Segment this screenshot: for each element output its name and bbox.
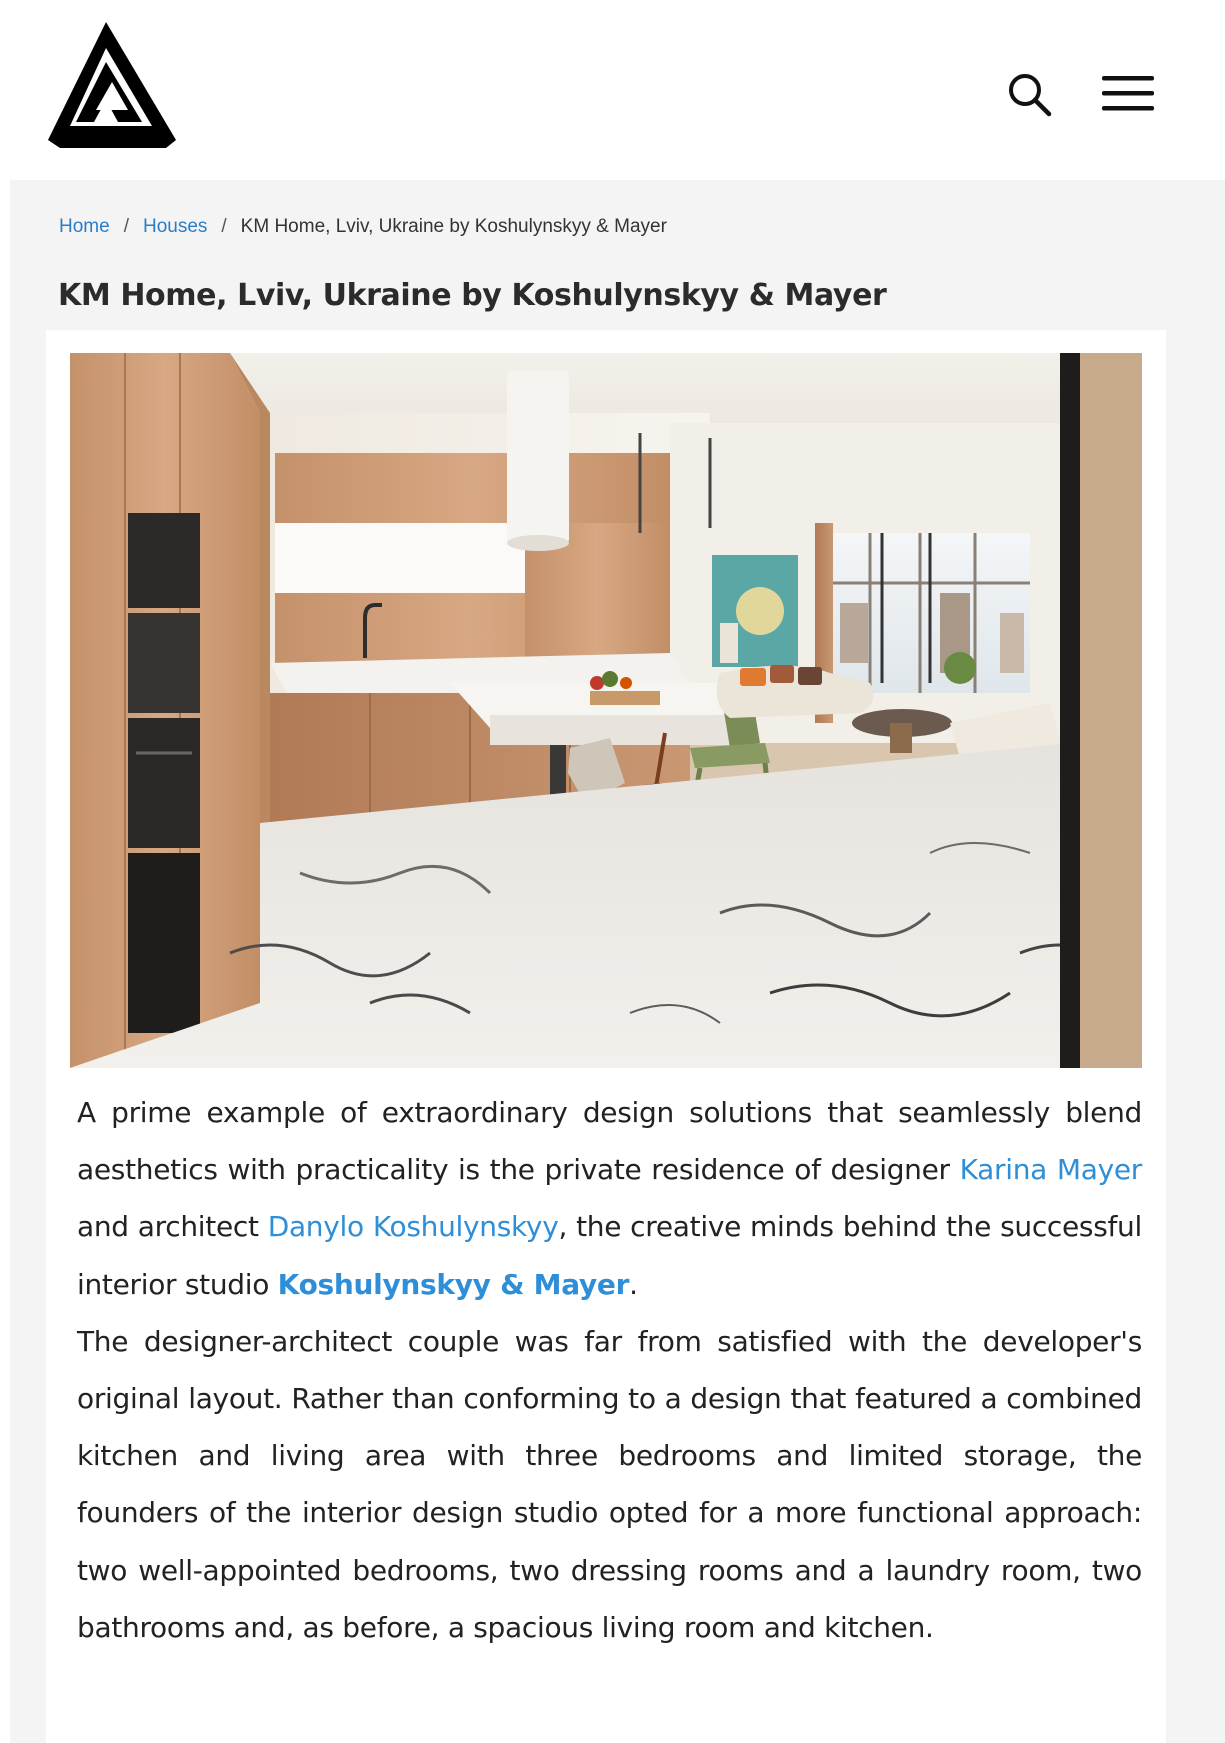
koshulynskyy-mayer-studio-link[interactable]: Koshulynskyy & Mayer (277, 1267, 630, 1301)
hamburger-menu-icon[interactable] (1100, 66, 1156, 122)
danylo-koshulynskyy-link[interactable]: Danylo Koshulynskyy (267, 1210, 559, 1244)
paragraph-text: . (629, 1267, 638, 1301)
hero-image[interactable] (70, 353, 1142, 1068)
search-icon[interactable] (1001, 66, 1057, 122)
triangle-logo-icon[interactable] (48, 22, 176, 148)
breadcrumb-current: KM Home, Lviv, Ukraine by Koshulynskyy & Mayer (240, 216, 667, 237)
breadcrumb-houses-link[interactable]: Houses (142, 216, 208, 237)
karina-mayer-link[interactable]: Karina Mayer (959, 1153, 1142, 1187)
breadcrumb (59, 214, 667, 240)
article-paragraph-2: The designer-architect couple was far from satisfied with the developer's original layout. Rather than conforming to a design that featured a combined kitchen and living area with three bedrooms and limited storage, the founders of the interior design studio opted for a more functional approach: two well-appointed bedrooms, two dressing rooms and a laundry room, two bathrooms and, as before, a spacious living room and kitchen. (77, 1324, 1142, 1644)
breadcrumb-separator: / (221, 216, 227, 237)
breadcrumb-separator: / (123, 216, 129, 237)
paragraph-text: , the creative minds behind the successful interior studio (77, 1210, 1142, 1301)
breadcrumb-home-link[interactable]: Home (59, 216, 110, 237)
paragraph-text: A prime example of extraordinary design solutions that seamlessly blend aesthetics with practicality is the private residence of designer (77, 1096, 1142, 1187)
page-title: KM Home, Lviv, Ukraine by Koshulynskyy & Mayer (58, 278, 887, 313)
paragraph-text: and architect (77, 1210, 268, 1244)
article-paragraph-1 (77, 1084, 1142, 1313)
article-body (77, 1084, 1142, 1656)
site-header (0, 0, 1225, 180)
